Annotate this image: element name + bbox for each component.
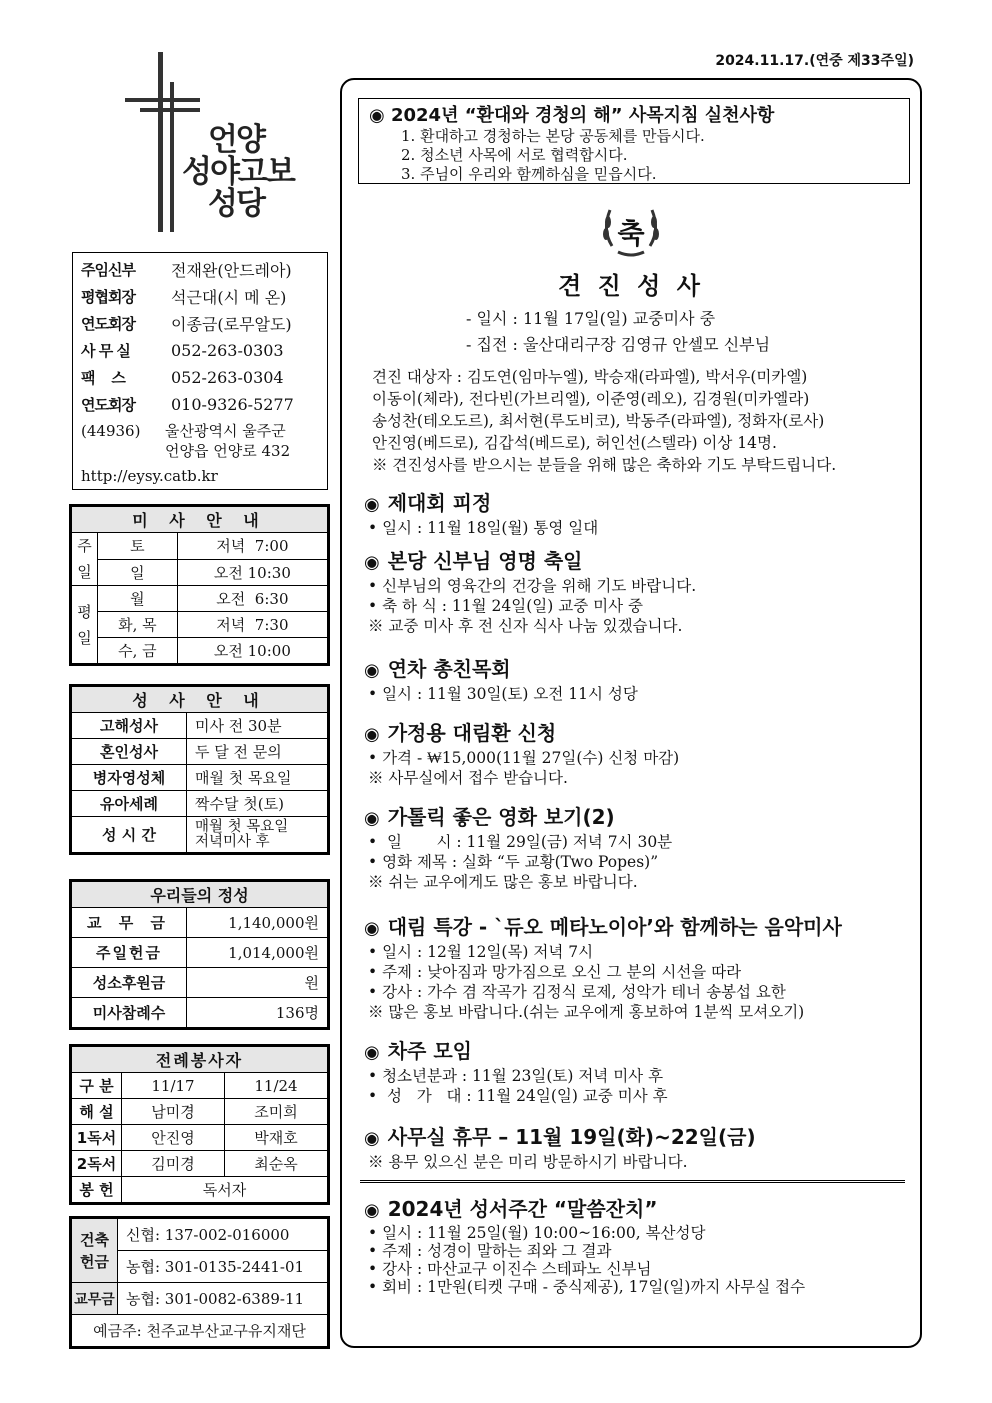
- servers-header: 11/24: [225, 1073, 328, 1099]
- mass-day: 토: [98, 533, 178, 560]
- offering-name: 주일헌금: [72, 938, 187, 968]
- server-name: 김미경: [122, 1151, 225, 1177]
- table-row: [72, 1151, 328, 1177]
- section-title: 제대회 피정: [387, 491, 492, 515]
- sacrament-name: 고해성사: [72, 713, 187, 739]
- table-row: [72, 638, 328, 664]
- sacraments-table: [71, 686, 328, 853]
- sunday-label: 주일: [72, 533, 98, 586]
- info-row: [81, 391, 319, 418]
- info-label: 팩 스: [81, 369, 125, 387]
- info-label: 평협회장: [81, 288, 135, 306]
- address-block: [81, 421, 319, 461]
- sacrament-value: 미사 전 30분: [187, 713, 328, 739]
- section-bullet-icon: ◉: [364, 1128, 380, 1149]
- table-row: [72, 1073, 328, 1099]
- section-line: ※ 사무실에서 접수 받습니다.: [368, 769, 568, 787]
- pastoral-item: 1. 환대하고 경청하는 본당 공동체를 만듭시다.: [401, 127, 705, 145]
- offering-title: 우리들의 정성: [72, 882, 328, 908]
- mass-day: 화, 목: [98, 612, 178, 638]
- mass-time: 저녁 7:00: [177, 533, 327, 560]
- liturgy-servers-table: [71, 1046, 328, 1203]
- section-line: • 축 하 식 : 11월 24일(일) 교중 미사 중: [368, 597, 643, 615]
- section-title: 연차 총친목회: [387, 657, 511, 681]
- offering-value: 136명: [187, 998, 328, 1028]
- servers-title: 전례봉사자: [72, 1047, 328, 1073]
- section-line: ※ 교중 미사 후 전 신자 식사 나눔 있겠습니다.: [368, 617, 683, 635]
- info-label: 연도회장: [81, 396, 135, 414]
- server-role: 2독서: [72, 1151, 122, 1177]
- section-line: • 성 가 대 : 11월 24일(일) 교중 미사 후: [368, 1087, 668, 1105]
- confirmation-line: ※ 견진성사를 받으시는 분들을 위해 많은 축하와 기도 부탁드립니다.: [372, 456, 837, 474]
- section-title: 2024년 성서주간 “말씀잔치”: [387, 1197, 658, 1221]
- confirmation-details: [466, 306, 770, 358]
- server-name: 최순옥: [225, 1151, 328, 1177]
- table-row: [72, 765, 328, 791]
- section-line: • 주제 : 성경이 말하는 죄와 그 결과: [368, 1242, 612, 1260]
- confirmation-date: - 일시 : 11월 17일(일) 교중미사 중: [466, 309, 716, 328]
- section-line: ※ 쉬는 교우에게도 많은 홍보 바랍니다.: [368, 873, 638, 891]
- offering-table: [71, 881, 328, 1028]
- sacrament-value: 매월 첫 목요일: [187, 765, 328, 791]
- section-office-closed: [364, 1124, 920, 1172]
- tithe-label: 교무금: [72, 1283, 118, 1315]
- section-bullet-icon: ◉: [364, 918, 380, 939]
- build-account-2: 농협: 301-0135-2441-01: [118, 1251, 328, 1283]
- section-line: • 일시 : 12월 12일(목) 저녁 7시: [368, 943, 594, 961]
- info-label: 사 무 실: [81, 342, 130, 360]
- table-row: [72, 739, 328, 765]
- section-title: 본당 신부님 영명 축일: [387, 549, 583, 573]
- section-retreat: [364, 490, 920, 538]
- sacrament-value: 두 달 전 문의: [187, 739, 328, 765]
- accounts-table: [71, 1218, 328, 1347]
- zip-code: (44936): [81, 422, 141, 440]
- section-line: • 강사 : 마산교구 이진수 스테파노 신부님: [368, 1260, 652, 1278]
- section-movie: [364, 804, 920, 892]
- section-bullet-icon: ◉: [364, 724, 380, 745]
- section-advent-lecture: [364, 914, 920, 1022]
- logo-line-3: 성당: [208, 186, 264, 222]
- section-line: • 강사 : 가수 겸 작곡가 김정식 로제, 성악가 테너 송봉섭 요한: [368, 983, 786, 1001]
- confirmation-line: 안진영(베드로), 김갑석(베드로), 허인선(스텔라) 이상 14명.: [372, 434, 777, 452]
- offering-name: 교 무 금: [72, 908, 187, 938]
- section-title: 가톨릭 좋은 영화 보기(2): [387, 805, 615, 829]
- section-gathering: [364, 656, 920, 704]
- info-value: 052-263-0304: [171, 368, 284, 387]
- server-role: 1독서: [72, 1125, 122, 1151]
- section-line: ※ 많은 홍보 바랍니다.(쉬는 교우에게 홍보하여 1분씩 모셔오기): [368, 1003, 805, 1021]
- table-row: [72, 1099, 328, 1125]
- pastoral-title: ◉ 2024년 “환대와 경청의 해” 사목지침 실천사항: [369, 105, 775, 126]
- section-advent-wreath: [364, 720, 920, 788]
- section-title: 사무실 휴무 – 11월 19일(화)~22일(금): [387, 1125, 756, 1149]
- confirmation-celebrant: - 집전 : 울산대리구장 김영규 안셀모 신부님: [466, 335, 771, 354]
- mass-day: 수, 금: [98, 638, 178, 664]
- section-bullet-icon: ◉: [364, 552, 380, 573]
- main-content-frame: [340, 78, 922, 1348]
- section-line: • 일시 : 11월 25일(월) 10:00~16:00, 복산성당: [368, 1224, 706, 1242]
- section-title: 차주 모임: [387, 1039, 472, 1063]
- confirmation-header: [342, 202, 920, 301]
- mass-day: 월: [98, 586, 178, 612]
- pastoral-guideline-box: [358, 98, 910, 184]
- sacrament-name: 성 시 간: [72, 817, 187, 853]
- server-name: 박재호: [225, 1125, 328, 1151]
- table-row: [72, 968, 328, 998]
- server-name: 안진영: [122, 1125, 225, 1151]
- section-line: • 일시 : 11월 18일(월) 통영 일대: [368, 519, 599, 537]
- parish-url[interactable]: http://eysy.catb.kr: [81, 467, 218, 485]
- celebration-badge: [600, 202, 662, 258]
- info-value: 전재완(안드레아): [171, 261, 292, 280]
- info-value: 052-263-0303: [171, 341, 284, 360]
- sacrament-value: 짝수달 첫(토): [187, 791, 328, 817]
- table-row: [72, 908, 328, 938]
- section-line: • 일시 : 11월 30일(토) 오전 11시 성당: [368, 685, 638, 703]
- confirmation-line: 이동이(체라), 전다빈(가브리엘), 이준영(레오), 김경원(미카엘라): [372, 390, 810, 408]
- build-account-1: 신협: 137-002-016000: [118, 1219, 328, 1251]
- section-bullet-icon: ◉: [364, 660, 380, 681]
- section-line: • 일 시 : 11월 29일(금) 저녁 7시 30분: [368, 833, 673, 851]
- table-row: [72, 791, 328, 817]
- offering-name: 미사참례수: [72, 998, 187, 1028]
- section-line: • 주제 : 낮아짐과 망가짐으로 오신 그 분의 시선을 따라: [368, 963, 742, 981]
- confirmation-line: 견진 대상자 : 김도연(임마누엘), 박승재(라파엘), 박서우(미카엘): [372, 368, 808, 386]
- sacrament-name: 병자영성체: [72, 765, 187, 791]
- server-role: 봉 헌: [72, 1177, 122, 1203]
- table-row: [72, 817, 328, 853]
- info-value: 이종금(로무알도): [171, 315, 292, 334]
- info-value: 010-9326-5277: [171, 395, 294, 414]
- bulletin-date: 2024.11.17.(연중 제33주일): [715, 53, 914, 69]
- server-name: 조미희: [225, 1099, 328, 1125]
- mass-schedule-table: [71, 506, 328, 664]
- section-title: 대림 특강 - `듀오 메타노이아’와 함께하는 음악미사: [387, 915, 842, 939]
- table-row: [72, 1283, 328, 1315]
- section-divider: [360, 1180, 905, 1183]
- pastoral-item: 3. 주님이 우리와 함께하심을 믿읍시다.: [401, 165, 657, 183]
- table-row: [72, 612, 328, 638]
- section-line: • 회비 : 1만원(티켓 구매 - 중식제공), 17일(일)까지 사무실 접수: [368, 1278, 806, 1296]
- table-row: [72, 586, 328, 612]
- offering-value: 1,014,000원: [187, 938, 328, 968]
- table-row: [72, 1177, 328, 1203]
- mass-title: 미 사 안 내: [72, 507, 328, 533]
- section-line: • 가격 - ₩15,000(11월 27일(수) 신청 마감): [368, 749, 680, 767]
- section-line: • 영화 제목 : 실화 “두 교황(Two Popes)”: [368, 853, 659, 871]
- section-bullet-icon: ◉: [364, 494, 380, 515]
- section-bible-week: [364, 1196, 920, 1296]
- account-holder: 예금주: 천주교부산교구유지재단: [72, 1315, 328, 1347]
- table-row: [72, 938, 328, 968]
- section-bullet-icon: ◉: [364, 1042, 380, 1063]
- table-row: [72, 998, 328, 1028]
- section-line: • 청소년분과 : 11월 23일(토) 저녁 미사 후: [368, 1067, 664, 1085]
- sacraments-title: 성 사 안 내: [72, 687, 328, 713]
- info-row: [81, 364, 319, 391]
- sacrament-name: 유아세례: [72, 791, 187, 817]
- logo-line-2: 성야고보: [182, 154, 294, 190]
- mass-time: 오전 10:30: [177, 559, 327, 586]
- table-row: [72, 1315, 328, 1347]
- servers-header: 구 분: [72, 1073, 122, 1099]
- section-line: ※ 용무 있으신 분은 미리 방문하시기 바랍니다.: [368, 1153, 688, 1171]
- weekday-label: 평일: [72, 586, 98, 664]
- mass-time: 오전 6:30: [177, 586, 327, 612]
- info-row: [81, 337, 319, 364]
- mass-day: 일: [98, 559, 178, 586]
- badge-text: 축: [617, 217, 645, 250]
- info-row: [81, 310, 319, 337]
- info-label: 주임신부: [81, 261, 135, 279]
- offering-value: 원: [187, 968, 328, 998]
- sacrament-name: 혼인성사: [72, 739, 187, 765]
- logo-line-1: 언양: [208, 122, 264, 158]
- servers-header: 11/17: [122, 1073, 225, 1099]
- parish-logo: [120, 52, 320, 242]
- parish-info-box: [72, 252, 328, 490]
- tithe-account: 농협: 301-0082-6389-11: [118, 1283, 328, 1315]
- info-value: 석근대(시 메 온): [171, 288, 287, 307]
- section-bullet-icon: ◉: [364, 808, 380, 829]
- section-line: • 신부님의 영육간의 건강을 위해 기도 바랍니다.: [368, 577, 697, 595]
- sacrament-value: 매월 첫 목요일: [195, 818, 289, 835]
- section-bullet-icon: ◉: [364, 1200, 380, 1221]
- sacrament-value-2: 저녁미사 후: [195, 833, 270, 850]
- info-row: [81, 256, 319, 283]
- section-feast: [364, 548, 920, 636]
- build-fund-label: 건축헌금: [72, 1219, 118, 1283]
- offering-value: 1,140,000원: [187, 908, 328, 938]
- mass-time: 저녁 7:30: [177, 612, 327, 638]
- mass-time: 오전 10:00: [177, 638, 327, 664]
- table-row: [72, 1219, 328, 1251]
- address-line-1: 울산광역시 울주군: [165, 422, 286, 440]
- confirmation-list: [372, 366, 836, 476]
- table-row: [72, 713, 328, 739]
- server-name: 남미경: [122, 1099, 225, 1125]
- confirmation-title: 견 진 성 사: [558, 272, 704, 300]
- server-role: 해 설: [72, 1099, 122, 1125]
- table-row: [72, 559, 328, 586]
- section-title: 가정용 대림환 신청: [387, 721, 557, 745]
- info-label: 연도회장: [81, 315, 135, 333]
- info-row: [81, 283, 319, 310]
- cross-icon: [120, 52, 200, 232]
- table-row: [72, 533, 328, 560]
- pastoral-item: 2. 청소년 사목에 서로 협력합시다.: [401, 146, 628, 164]
- confirmation-line: 송성찬(테오도르), 최서현(루도비코), 박동주(라파엘), 정화자(로사): [372, 412, 825, 430]
- address-line-2: 언양읍 언양로 432: [165, 442, 291, 460]
- server-name: 독서자: [122, 1177, 328, 1203]
- offering-name: 성소후원금: [72, 968, 187, 998]
- table-row: [72, 1125, 328, 1151]
- section-next-week: [364, 1038, 920, 1106]
